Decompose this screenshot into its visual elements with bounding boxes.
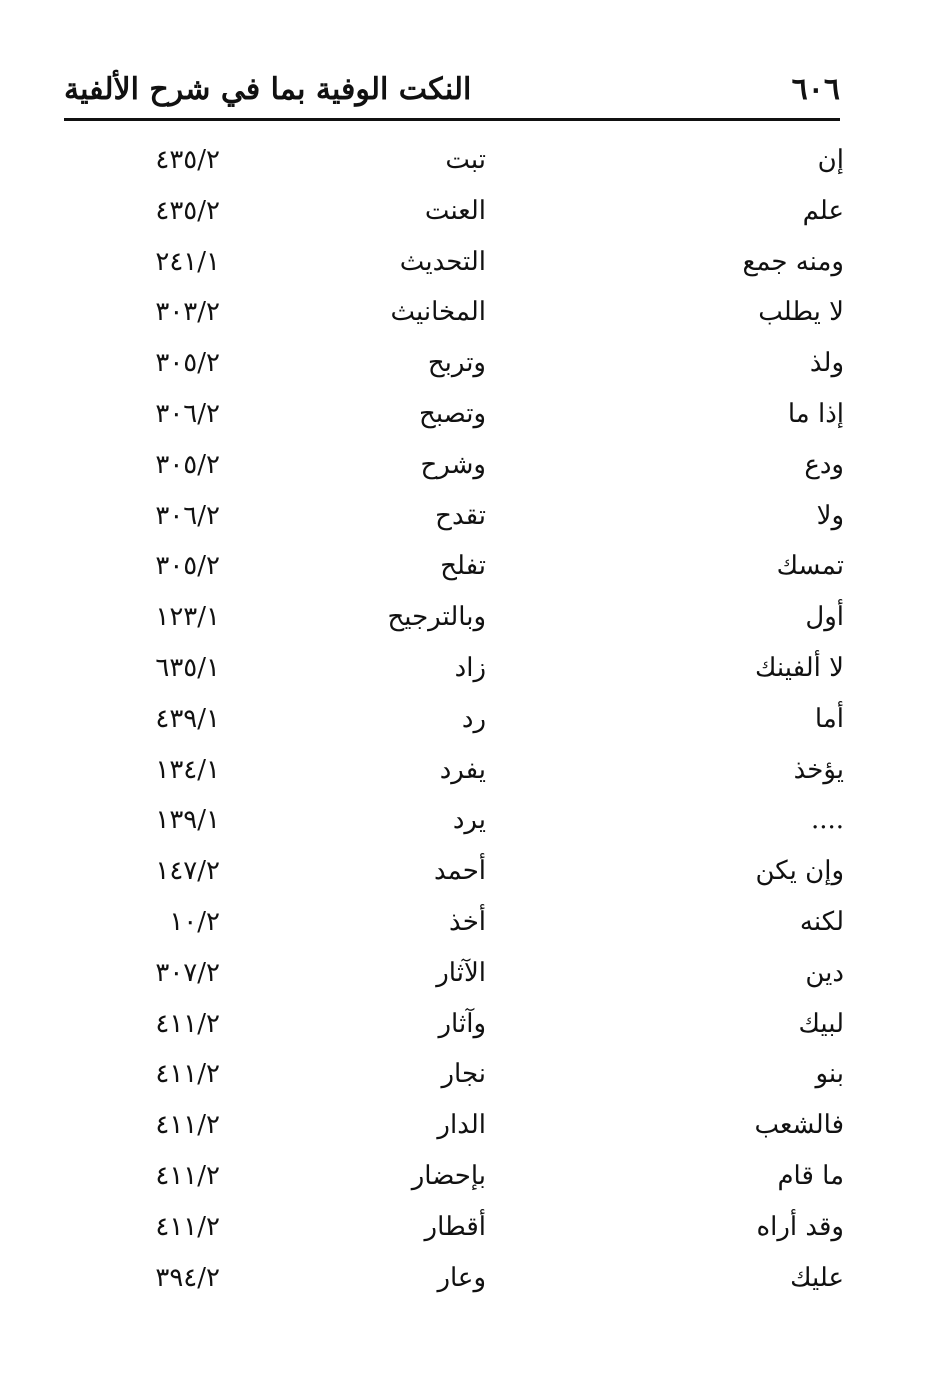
volume-page-ref: ٤١١/٢ xyxy=(155,1008,220,1039)
volume-page-ref: ٢٤١/١ xyxy=(155,246,220,277)
index-row xyxy=(0,894,944,945)
verse-start: وقد أراه xyxy=(756,1211,844,1242)
index-row xyxy=(0,1097,944,1148)
index-row xyxy=(0,996,944,1047)
index-row xyxy=(0,1199,944,1250)
index-row xyxy=(0,538,944,589)
verse-rhyme: تفلح xyxy=(440,551,486,582)
verse-start: علم xyxy=(802,195,844,226)
volume-page-ref: ٣٠٥/٢ xyxy=(155,449,220,480)
index-row xyxy=(0,1250,944,1301)
index-row xyxy=(0,488,944,539)
header-divider xyxy=(64,118,840,121)
verse-start: لا ألفينك xyxy=(755,652,844,683)
verse-start: وإن يكن xyxy=(755,856,844,887)
index-row xyxy=(0,386,944,437)
volume-page-ref: ٤٣٩/١ xyxy=(155,703,220,734)
index-row xyxy=(0,742,944,793)
volume-page-ref: ٤١١/٢ xyxy=(155,1059,220,1090)
verse-rhyme: زاد xyxy=(454,652,486,683)
verse-start: ولا xyxy=(816,500,844,531)
verse-rhyme: وتربح xyxy=(427,348,486,379)
index-row xyxy=(0,335,944,386)
verse-start: أول xyxy=(805,602,844,633)
index-row xyxy=(0,132,944,183)
volume-page-ref: ٤٣٥/٢ xyxy=(155,145,220,175)
verse-start: بنو xyxy=(815,1059,844,1090)
verse-rhyme: المخانيث xyxy=(390,297,486,328)
verse-index-list xyxy=(0,132,944,1300)
verse-start: لكنه xyxy=(799,906,844,937)
index-row xyxy=(0,234,944,285)
verse-rhyme: تبت xyxy=(445,145,486,175)
volume-page-ref: ٤٣٥/٢ xyxy=(155,195,220,226)
verse-start: .... xyxy=(810,805,844,836)
verse-rhyme: وعار xyxy=(437,1262,486,1293)
volume-page-ref: ٣٠٧/٢ xyxy=(155,957,220,988)
index-row xyxy=(0,1046,944,1097)
verse-rhyme: نجار xyxy=(441,1059,486,1090)
verse-start: أما xyxy=(814,703,844,734)
verse-rhyme: العنت xyxy=(424,195,486,226)
index-row xyxy=(0,1148,944,1199)
volume-page-ref: ٤١١/٢ xyxy=(155,1160,220,1191)
verse-rhyme: التحديث xyxy=(399,246,486,277)
verse-start: فالشعب xyxy=(754,1110,844,1141)
verse-start: ولذ xyxy=(809,348,844,379)
verse-rhyme: تقدح xyxy=(435,500,486,531)
volume-page-ref: ١٠/٢ xyxy=(169,906,220,937)
verse-start: إن xyxy=(817,145,844,175)
volume-page-ref: ٣٩٤/٢ xyxy=(155,1262,220,1293)
index-row xyxy=(0,284,944,335)
verse-rhyme: أحمد xyxy=(434,856,486,887)
verse-rhyme: وبالترجيح xyxy=(387,602,486,633)
verse-rhyme: رد xyxy=(461,703,486,734)
verse-rhyme: أخذ xyxy=(449,906,486,937)
index-row xyxy=(0,945,944,996)
verse-rhyme: يفرد xyxy=(439,754,486,785)
index-row xyxy=(0,640,944,691)
volume-page-ref: ١٣٩/١ xyxy=(155,805,220,836)
verse-start: إذا ما xyxy=(787,398,844,429)
volume-page-ref: ٣٠٥/٢ xyxy=(155,348,220,379)
verse-start: ما قام xyxy=(777,1160,844,1191)
volume-page-ref: ١٢٣/١ xyxy=(155,602,220,633)
verse-rhyme: الآثار xyxy=(436,957,486,988)
index-row xyxy=(0,437,944,488)
verse-rhyme: يرد xyxy=(452,805,486,836)
verse-rhyme: الدار xyxy=(437,1110,486,1141)
verse-rhyme: أقطار xyxy=(424,1211,486,1242)
verse-start: عليك xyxy=(790,1262,844,1293)
verse-start: ودع xyxy=(804,449,844,480)
index-row xyxy=(0,792,944,843)
page-number: ٦٠٦ xyxy=(791,72,840,107)
volume-page-ref: ٦٣٥/١ xyxy=(155,652,220,683)
verse-rhyme: وشرح xyxy=(420,449,486,480)
volume-page-ref: ١٤٧/٢ xyxy=(155,856,220,887)
verse-start: يؤخذ xyxy=(793,754,844,785)
volume-page-ref: ٣٠٥/٢ xyxy=(155,551,220,582)
volume-page-ref: ٣٠٦/٢ xyxy=(155,398,220,429)
book-title: النكت الوفية بما في شرح الألفية xyxy=(64,72,472,107)
index-row xyxy=(0,183,944,234)
verse-rhyme: وتصبح xyxy=(419,398,486,429)
verse-rhyme: بإحضار xyxy=(411,1160,486,1191)
verse-start: تمسك xyxy=(776,551,844,582)
volume-page-ref: ٣٠٦/٢ xyxy=(155,500,220,531)
volume-page-ref: ٤١١/٢ xyxy=(155,1211,220,1242)
volume-page-ref: ٤١١/٢ xyxy=(155,1110,220,1141)
index-row xyxy=(0,843,944,894)
verse-start: ومنه جمع xyxy=(742,246,844,277)
verse-start: دين xyxy=(805,957,844,988)
verse-rhyme: وآثار xyxy=(438,1008,486,1039)
verse-start: لبيك xyxy=(798,1008,844,1039)
volume-page-ref: ١٣٤/١ xyxy=(155,754,220,785)
index-row xyxy=(0,691,944,742)
page-header xyxy=(64,64,840,116)
volume-page-ref: ٣٠٣/٢ xyxy=(155,297,220,328)
verse-start: لا يطلب xyxy=(758,297,844,328)
index-row xyxy=(0,589,944,640)
